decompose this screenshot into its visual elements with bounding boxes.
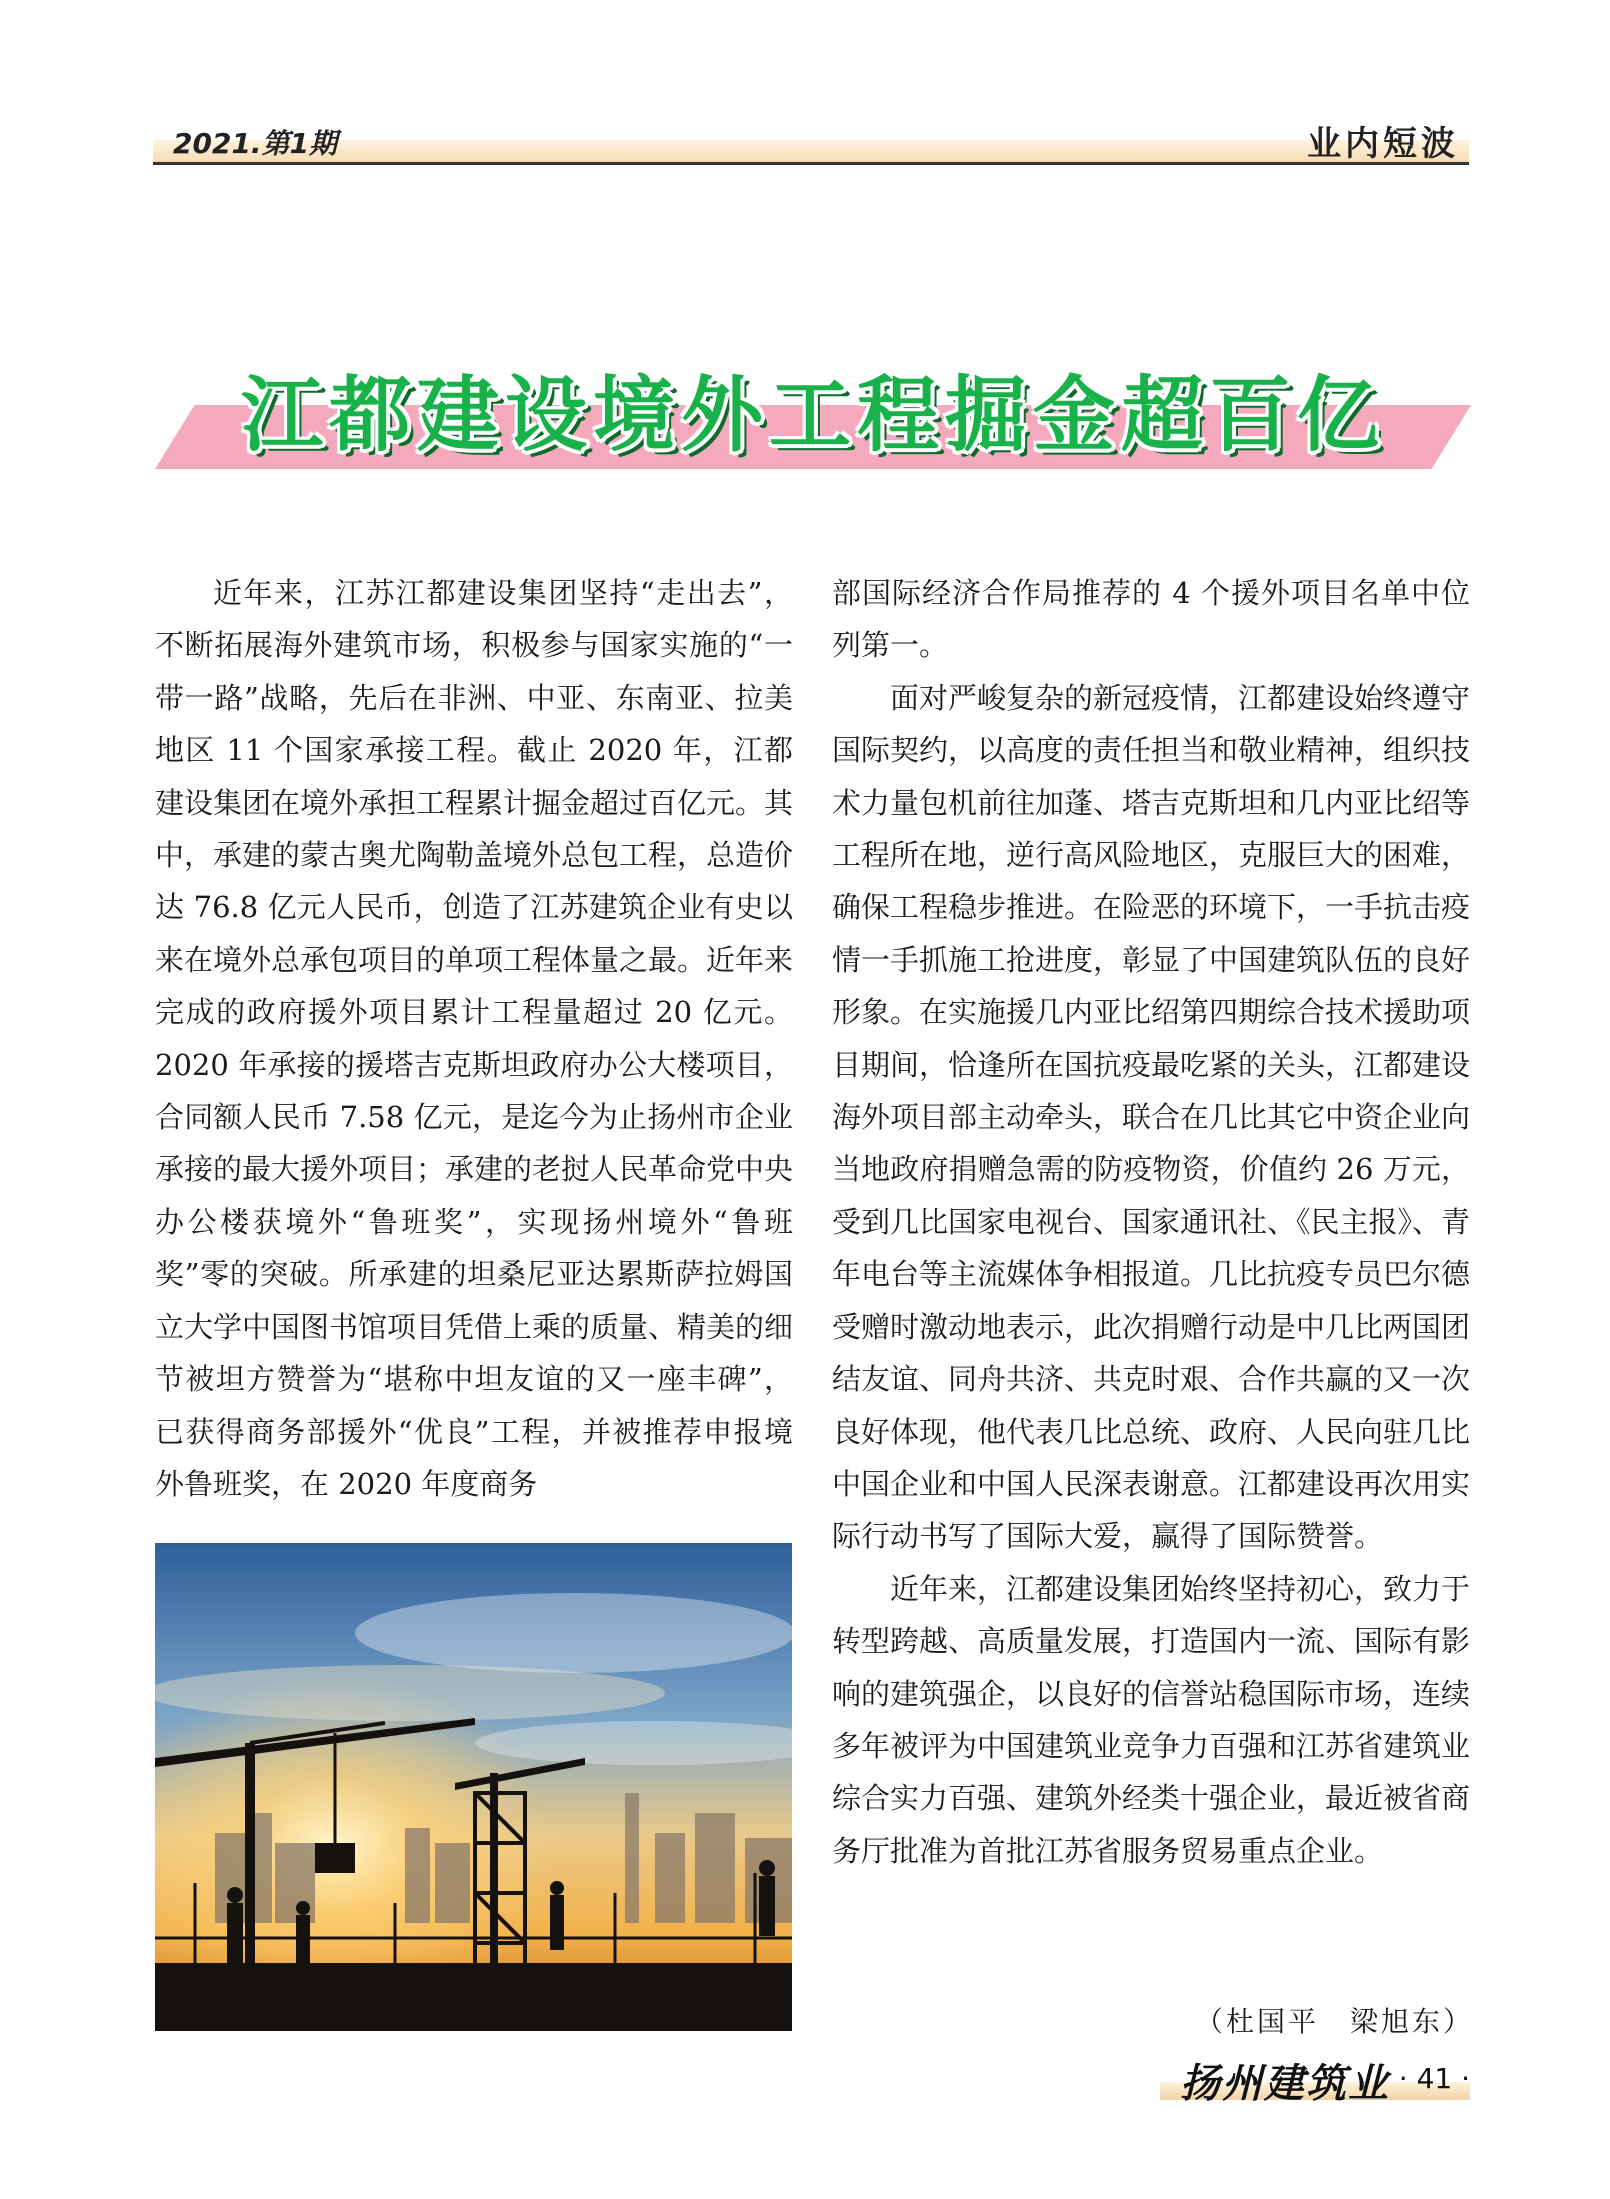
issue-label: 2021.第1期	[173, 127, 338, 160]
page-footer	[1160, 2052, 1470, 2112]
page-number: · 41 ·	[1398, 2062, 1470, 2095]
header-rule	[153, 162, 1469, 165]
author-byline: （杜国平 梁旭东）	[1194, 2005, 1474, 2038]
page-header	[153, 112, 1469, 164]
article-title-block	[155, 350, 1471, 470]
left-column	[155, 567, 793, 1510]
section-label: 业内短波	[1307, 124, 1459, 164]
article-title: 江都建设境外工程掘金超百亿	[240, 368, 1385, 463]
header-band	[153, 140, 1469, 162]
paragraph-2: 面对严峻复杂的新冠疫情，江都建设始终遵守国际契约，以高度的责任担当和敬业精神，组织技术力量包机前往加蓬、塔吉克斯坦和几内亚比绍等工程所在地，逆行高风险地区，克服巨大的困难，确保工程稳步推进。在险恶的环境下，一手抗击疫情一手抓施工抢进度，彰显了中国建筑队伍的良好形象。在实施援几内亚比绍第四期综合技术援助项目期间，恰逢所在国抗疫最吃紧的关头，江都建设海外项目部主动牵头，联合在几比其它中资企业向当地政府捐赠急需的防疫物资，价值约 26 万元，受到几比国家电视台、国家通讯社、《民主报》、青年电台等主流媒体争相报道。几比抗疫专员巴尔德受赠时激动地表示，此次捐赠行动是中几比两国团结友谊、同舟共济、共克时艰、合作共赢的又一次良好体现，他代表几比总统、政府、人民向驻几比中国企业和中国人民深表谢意。江都建设再次用实际行动书写了国际大爱，赢得了国际赞誉。	[832, 680, 1471, 1554]
paragraph-3: 近年来，江都建设集团始终坚持初心，致力于转型跨越、高质量发展，打造国内一流、国际有影响的建筑强企，以良好的信誉站稳国际市场，连续多年被评为中国建筑业竞争力百强和江苏省建筑业综合实力百强、建筑外经类十强企业，最近被省商务厅批准为首批江苏省服务贸易重点企业。	[832, 1571, 1471, 1868]
paragraph-1-continued: 部国际经济合作局推荐的 4 个援外项目名单中位列第一。	[832, 576, 1470, 663]
construction-photo	[155, 1543, 792, 2031]
paragraph-1: 近年来，江苏江都建设集团坚持“走出去”，不断拓展海外建筑市场，积极参与国家实施的“一带一路”战略，先后在非洲、中亚、东南亚、拉美地区 11 个国家承接工程。截止 2020 年，江都建设集团在境外承担工程累计掘金超过百亿元。其中，承建的蒙古奥尤陶勒盖境外总包工程，总造价达 76.8 亿元人民币，创造了江苏建筑企业有史以来在境外总承包项目的单项工程体量之最。近年来完成的政府援外项目累计工程量超过 20 亿元。2020 年承接的援塔吉克斯坦政府办公大楼项目，合同额人民币 7.58 亿元，是迄今为止扬州市企业承接的最大援外项目；承建的老挝人民革命党中央办公楼获境外“鲁班奖”，实现扬州境外“鲁班奖”零的突破。所承建的坦桑尼亚达累斯萨拉姆国立大学中国图书馆项目凭借上乘的质量、精美的细节被坦方赞誉为“堪称中坦友谊的又一座丰碑”，已获得商务部援外“优良”工程，并被推荐申报境外鲁班奖，在 2020 年度商务	[155, 576, 794, 1501]
magazine-logo: 扬州建筑业	[1180, 2060, 1390, 2107]
right-column	[832, 567, 1470, 1877]
